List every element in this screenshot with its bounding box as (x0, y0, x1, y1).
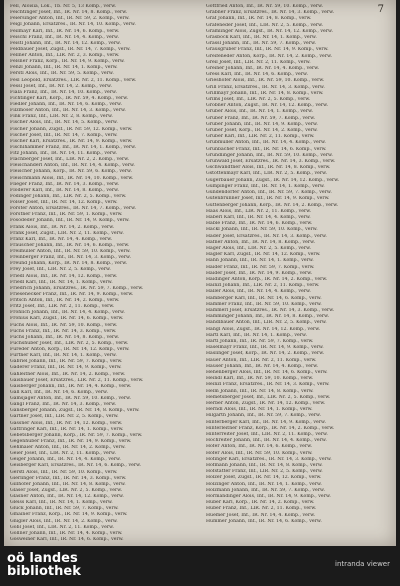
text-line: Haberl Karl, Inf., IR. Nr. 14, 4. Komp., verw. (206, 214, 311, 220)
text-line: Hinterreiter Josef, Inf., LIR. Nr. 2, 11. Komp., verw. (206, 432, 328, 438)
text-line: Grieshofer Alois, Inf., IR. Nr. 59, 10. Komp., verw. (206, 78, 325, 84)
text-line: Gaisberger Johann, Inf., IR. Nr. 14, 4. Komp., verw. (10, 383, 132, 389)
text-line: Grassl Johann, Inf., IR. Nr. 59, 7. Komp., verw. (206, 41, 317, 47)
text-line: Fuchs Johann, Inf., IR. Nr. 14, 8. Komp., verw. (10, 334, 120, 340)
text-line: Frauscher Johann, Inf., IR. Nr. 14, 6. Komp., verw. (10, 242, 130, 248)
text-line: Gaderer Franz, Inf., IR. Nr. 14, 9. Komp., verw. (10, 365, 122, 371)
text-line: Grünwald Josef, Ersatzres., IR. Nr. 14, 3. Komp., verw. (206, 159, 336, 165)
text-line: Fiedler Johann, Inf., IR. Nr. 14, 6. Komp., verw. (10, 102, 122, 107)
text-line: Hehenberger Alois, Inf., IR. Nr. 14, 6. Komp., verw. (206, 369, 328, 375)
text-line: Gassner Alois, Inf., IR. Nr. 14, 12. Komp., verw. (10, 420, 123, 426)
text-line: Födinger Johann, Inf., LIR. Nr. 2, 5. Komp., verw. (10, 193, 127, 199)
text-line: Ferstl Alois, Inf., IR. Nr. 59, 5. Komp., verw. (10, 71, 114, 77)
text-line: Hangl Alois, Zugsf., IR. Nr. 14, 12. Komp., verw. (206, 326, 321, 332)
text-line: Gahleitner Alois, Inf., IR. Nr. 14, 2. Komp., verw. (10, 371, 126, 377)
text-line: Haider Franz, Inf., IR. Nr. 59, 7. Komp., verw. (206, 264, 315, 270)
text-line: Gillhofer Johann, Inf., IR. Nr. 14, 8. Komp., verw. (10, 481, 126, 487)
text-line: Gruber Karl, Inf., LIR. Nr. 2, 11. Komp., verw. (206, 134, 315, 140)
text-line: Holzmann Johann, Inf., IR. Nr. 59, 7. Komp., verw. (206, 487, 326, 493)
text-line: Grausgruber Franz, Inf., IR. Nr. 14, 9. Komp., verw. (206, 47, 329, 53)
text-line: Grill Franz, Ersatzres., IR. Nr. 14, 3. Komp., verw. (206, 84, 325, 90)
text-line: Fuchs Alois, Inf., IR. Nr. 59, 10. Komp., verw. (10, 322, 118, 328)
text-line: Grims Josef, Inf., LIR. Nr. 2, 5. Komp., verw. (206, 97, 311, 103)
text-line: Fink Franz, Inf., LIR. Nr. 2, 8. Komp., verw. (10, 114, 113, 120)
text-line: Frank Josef, Zugsf., LIR. Nr. 2, 11. Komp., verw. (10, 230, 124, 236)
text-line: Gehmaier Anton, Inf., IR. Nr. 14, 2. Komp., verw. (10, 445, 126, 450)
text-line: Geier Josef, Inf., LIR. Nr. 2, 11. Komp., verw. (10, 451, 117, 457)
text-line: Hartl Johann, Inf., IR. Nr. 59, 7. Komp., verw. (206, 338, 314, 344)
text-line: Gabriel Johann, Inf., IR. Nr. 59, 7. Komp., verw. (10, 359, 123, 365)
text-line: Gruber Johann, Inf., IR. Nr. 14, 9. Komp., verw. (206, 121, 318, 127)
text-line: Herber Anton, Zugsf., IR. Nr. 14, 12. Komp., verw. (206, 401, 326, 406)
text-line: Frey Josef, Inf., LIR. Nr. 2, 5. Komp., verw. (10, 267, 111, 273)
text-line: Hinterberger Karl, Inf., IR. Nr. 14, 9. Komp., verw. (206, 419, 326, 425)
text-line: Gottfried Anton, Inf., IR. Nr. 59, 10. Komp., verw. (206, 4, 324, 9)
text-line: Hinterleitner Franz, Korp., IR. Nr. 14, 2. Komp., verw. (206, 425, 335, 431)
text-line: Huemer Josef, Inf., IR. Nr. 14, 4. Komp., verw. (206, 512, 316, 518)
text-line: Glasner Anton, Inf., IR. Nr. 14, 12. Komp., verw. (10, 494, 124, 499)
text-line: Hager Alois, Inf., LIR. Nr. 2, 5. Komp., verw. (206, 245, 312, 251)
text-line: Gramlinger Alois, Zugsf., IR. Nr. 14, 12. Komp., verw. (206, 28, 334, 34)
text-line: Hahn Johann, Inf., IR. Nr. 14, 1. Komp., verw. (206, 258, 314, 264)
text-line: Haslinger Josef, Korp., IR. Nr. 14, 2. Komp., verw. (206, 351, 325, 357)
text-line: Feldbauer Josef, Zugsf., IR. Nr. 14, 7. Komp., verw. (10, 46, 131, 52)
text-line: Flieger Franz, Inf., IR. Nr. 14, 3. Komp., verw. (10, 181, 120, 187)
text-line: Fessl Josef, Inf., IR. Nr. 14, 2. Komp., verw. (10, 83, 112, 89)
text-line: Höfer Anton, Inf., IR. Nr. 14, 6. Komp., verw. (206, 444, 313, 450)
text-line: Hofstätter Franz, Inf., LIR. Nr. 2, 5. Komp., verw. (206, 469, 323, 475)
text-line: Grillmayr Johann, Inf., IR. Nr. 14, 8. Komp., verw. (206, 90, 324, 96)
text-line: Hainzl Johann, Inf., LIR. Nr. 2, 11. Komp., verw. (206, 283, 320, 289)
text-line: Graf Johann, Inf., IR. Nr. 14, 8. Komp., verw. (206, 16, 312, 22)
text-line: Haselmayr Franz, Inf., IR. Nr. 14, 9. Komp., verw. (206, 345, 324, 351)
viewer-brand-label: intranda viewer (335, 560, 390, 568)
text-line: Fronius Karl, Zugsf., IR. Nr. 14, 6. Komp., verw. (10, 316, 124, 322)
text-line: Hader Josef, Ersatzres., IR. Nr. 14, 3. Komp., verw. (206, 233, 327, 239)
text-line: Grabner Franz, Ersatzres., IR. Nr. 14, 3. Komp., verw. (206, 10, 335, 16)
text-line: Grünbacher Franz, Inf., IR. Nr. 14, 6. Komp., verw. (206, 146, 327, 152)
text-line: Friedl Karl, Inf., IR. Nr. 14, 1. Komp., verw. (10, 279, 113, 285)
text-line: Gösweiner Karl, Inf., IR. Nr. 14, 6. Komp., verw. (10, 536, 124, 542)
text-line: Hemetsberger Josef, Inf., LIR. Nr. 2, 5. Komp., verw. (206, 394, 331, 400)
text-line: Fritz Josef, Inf., LIR. Nr. 2, 11. Komp., verw. (10, 304, 115, 310)
viewer-footer (0, 546, 400, 586)
text-line: Fischlhammer Franz, Inf., IR. Nr. 14, 1. Komp., verw. (10, 144, 137, 150)
document-page (4, 0, 396, 546)
text-column-left (6, 2, 196, 544)
text-line: Hagler Karl, Zugsf., IR. Nr. 14, 12. Komp., verw. (206, 252, 321, 258)
logo-line-1: oö landes (7, 551, 78, 566)
text-line: Fleischmann Alois, Inf., IR. Nr. 14, 10. Komp., verw. (10, 175, 134, 181)
text-line: Feiersinger Anton, Inf., IR. Nr. 59, 2. Komp., verw. (10, 16, 130, 22)
text-line: Hochreiter Johann, Inf., IR. Nr. 14, 4. Komp., verw. (206, 438, 327, 444)
text-line: Gröbner Anton, Zugsf., IR. Nr. 14, 12. Komp., verw. (206, 103, 329, 109)
text-line: Haidinger Anton, Korp., IR. Nr. 14, 2. Komp., verw. (206, 276, 328, 282)
text-line: Gleiss Karl, Inf., IR. Nr. 14, 1. Komp., verw. (10, 500, 113, 506)
text-line: Gründlinger Johann, Inf., IR. Nr. 59, 10. Komp., verw. (206, 152, 333, 158)
text-line: Hofmann Johann, Inf., IR. Nr. 14, 8. Komp., verw. (206, 463, 323, 469)
text-line: Grubmüller Anton, Inf., IR. Nr. 14, 4. Komp., verw. (206, 140, 326, 146)
text-line: Gerstl Alois, Inf., IR. Nr. 59, 10. Komp., verw. (10, 469, 118, 475)
text-line: Fichtinger Karl, Korp., IR. Nr. 59, 4. Komp., verw. (10, 95, 129, 101)
text-line: Fitz Johann, Inf., IR. Nr. 14, 11. Komp., verw. (10, 151, 118, 156)
text-line: Hamminger Johann, Inf., IR. Nr. 14, 8. Komp., verw. (206, 314, 330, 320)
text-line: Hörmandinger Alois, Inf., IR. Nr. 14, 9. Komp., verw. (206, 494, 331, 500)
text-line: Gstöttenmayr Karl, Inf., LIR. Nr. 2, 5. Komp., verw. (206, 171, 328, 177)
text-line: Fischer Karl, Ersatzres., IR. Nr. 14, 9. Komp., verw. (10, 138, 133, 144)
text-line: Grafeneder Josef, Inf., LIR. Nr. 2, 5. Komp., verw. (206, 22, 324, 28)
text-line: Fuchs Franz, Inf., IR. Nr. 14, 3. Komp., verw. (10, 328, 117, 334)
text-line: Greil Josef, Inf., LIR. Nr. 2, 11. Komp., verw. (206, 59, 311, 65)
text-line: Guttenberger Johann, Korp., IR. Nr. 14, 2. Komp., verw. (206, 202, 339, 208)
text-line: Fosodeder Johann, Inf., IR. Nr. 14, 9. Komp., verw. (10, 218, 130, 224)
text-line: Gaisbauer Josef, Ersatzres., LIR. Nr. 2, 11. Komp., verw. (10, 377, 144, 383)
text-line: Feistl Johann, Inf., IR. Nr. 14, 12. Komp., verw. (10, 40, 122, 46)
text-line: Gutenbrunner Josef, Inf., IR. Nr. 14, 9. Komp., verw. (206, 196, 330, 202)
text-line: Hauser Johann, Inf., IR. Nr. 14, 4. Komp., verw. (206, 363, 319, 369)
text-line: Gärtner Josef, Inf., LIR. Nr. 2, 5. Komp., verw. (10, 414, 119, 420)
text-line: Furtner Karl, Inf., IR. Nr. 14, 1. Komp., verw. (10, 353, 117, 359)
text-line: Greifeneder Anton, Korp., IR. Nr. 14, 2. Komp., verw. (206, 53, 333, 59)
text-line: Fellner Anton, Inf., LIR. Nr. 2, 3. Komp., verw. (10, 53, 120, 58)
text-line: Gansberger Johann, Zugsf., IR. Nr. 14, 8. Komp., verw. (10, 408, 140, 414)
text-line: Fischer Johann, Zugsf., IR. Nr. 59, 12. Komp., verw. (10, 126, 133, 132)
text-line: Fritsch Anton, Inf., IR. Nr. 14, 2. Komp., verw. (10, 298, 120, 303)
text-line: Freinberger Franz, Inf., IR. Nr. 14, 3. Komp., verw. (10, 255, 131, 261)
text-line: Fleischer Johann, Korp., IR. Nr. 59, 6. Komp., verw. (10, 169, 132, 175)
text-line: Heindl Karl, Inf., IR. Nr. 59, 10. Komp., verw. (206, 376, 314, 382)
text-line: Franz Karl, Inf., IR. Nr. 14, 4. Komp., verw. (10, 236, 113, 242)
text-line: Felsner Franz, Korp., IR. Nr. 14, 9. Komp., verw. (10, 59, 125, 65)
text-line: Gebetsberger Johann, Korp., IR. Nr. 59, 7. Komp., verw. (10, 432, 143, 438)
text-line: Handlbauer Anton, Inf., LIR. Nr. 2, 5. Komp., verw. (206, 320, 327, 326)
text-line: Gundendorfer Anton, Inf., IR. Nr. 59, 7. Komp., verw. (206, 190, 332, 196)
text-line: Fischer Josef, Inf., IR. Nr. 14, 7. Komp., verw. (10, 132, 118, 138)
page-number: 7 (377, 4, 384, 15)
text-line: Feischl Franz, Inf., IR. Nr. 14, 4. Komp., verw. (10, 34, 119, 40)
text-line: Forster Anton, Ersatzres., IR. Nr. 14, 7. Komp., verw. (10, 206, 137, 212)
text-line: Holzinger Anton, Inf., IR. Nr. 14, 1. Komp., verw. (206, 481, 322, 487)
text-line: Helm Johann, Inf., IR. Nr. 14, 8. Komp., verw. (206, 388, 314, 394)
text-line: Holzer Josef, Zugsf., IR. Nr. 14, 12. Komp., verw. (206, 475, 322, 481)
text-line: Gierlinger Franz, Inf., IR. Nr. 14, 3. Komp., verw. (10, 475, 127, 481)
text-line: Feichtinger Josef, Inf., IR. Nr. 14, 8. Komp., verw. (10, 10, 128, 16)
text-line: Freund Johann, Korp., IR. Nr. 14, 8. Komp., verw. (10, 261, 128, 267)
text-line: Hartl Karl, Inf., IR. Nr. 14, 1. Komp., verw. (206, 332, 307, 338)
text-line: Friedrich Johann, Ersatzres., IR. Nr. 59, 7. Komp., verw. (10, 285, 144, 291)
text-line: Fell, Aloisia, Lok., Tb. Nr. 5, 13 Komp., verw. (10, 4, 117, 9)
text-line: Grasböck Karl, Inf., IR. Nr. 14, 1. Komp., verw. (206, 35, 317, 41)
text-line: Geiger Johann, Inf., IR. Nr. 14, 4. Komp., verw. (10, 457, 121, 463)
text-line: Gmainer Franz, Korp., IR. Nr. 14, 9. Komp., verw. (10, 512, 128, 518)
text-line: Haller Alois, Inf., IR. Nr. 14, 4. Komp., verw. (206, 289, 311, 295)
text-line: Fenzl Johann, Inf., IR. Nr. 14, 1. Komp., verw. (10, 65, 118, 71)
text-line: Hauer Anton, Inf., LIR. Nr. 2, 11. Komp., verw. (206, 357, 317, 363)
text-line: Feilmayr Karl, Inf., IR. Nr. 14, 6. Komp., verw. (10, 28, 120, 34)
text-line: Huber Franz, Inf., LIR. Nr. 2, 11. Komp., verw. (206, 506, 317, 512)
text-line: Fölser Josef, Inf., IR. Nr. 14, 12. Komp., verw. (10, 200, 118, 205)
text-line: Gangl Franz, Inf., IR. Nr. 14, 3. Komp., verw. (10, 402, 117, 408)
text-line: Forstner Franz, Inf., IR. Nr. 59, 1. Komp., verw. (10, 212, 123, 218)
text-line: Hammer Franz, Inf., IR. Nr. 59, 10. Komp., verw. (206, 301, 322, 307)
text-line: Feigl Johann, Ersatzres., IR. Nr. 14, 10. Komp., verw. (10, 22, 136, 28)
text-line: Frank Alois, Inf., IR. Nr. 14, 2. Komp., verw. (10, 224, 115, 230)
text-line: Gamsjäger Anton, Inf., IR. Nr. 59, 10. Komp., verw. (10, 396, 132, 401)
text-line: Hammerl Josef, Ersatzres., IR. Nr. 14, 3. Komp., verw. (206, 307, 335, 313)
text-line: Filzmoser Anton, Inf., IR. Nr. 14, 3. Komp., verw. (10, 108, 126, 114)
text-line: Fesl Leopold, Ersatzres., LIR. Nr. 2, 11. Komp., verw. (10, 77, 137, 83)
text-line: Hackl Johann, Inf., IR. Nr. 59, 10. Komp., verw. (206, 227, 318, 233)
text-line: Greiner Johann, Inf., IR. Nr. 14, 4. Komp., verw. (206, 66, 320, 72)
text-line: Gschwandtner Alois, Inf., IR. Nr. 14, 8. Komp., verw. (206, 165, 331, 171)
text-line: Gall Karl, Inf., IR. Nr. 14, 6. Komp., verw. (10, 389, 108, 395)
text-line: Huber Karl, Korp., IR. Nr. 14, 2. Komp., verw. (206, 500, 315, 506)
text-line: Haas Alois, Inf., LIR. Nr. 2, 11. Komp., verw. (206, 208, 312, 214)
text-line: Glück Johann, Inf., IR. Nr. 59, 7. Komp., verw. (10, 506, 119, 512)
text-line: Gruber Franz, Inf., IR. Nr. 59, 7. Komp., verw. (206, 115, 316, 121)
text-line: Flachberger Josef, Inf., LIR. Nr. 2, 2. Komp., verw. (10, 157, 130, 163)
text-line: Fröhlich Johann, Inf., IR. Nr. 14, 4. Komp., verw. (10, 310, 125, 316)
text-line: Gattringer Karl, Inf., IR. Nr. 14, 1. Komp., verw. (10, 426, 124, 432)
text-line: Hamberger Karl, Inf., IR. Nr. 14, 6. Komp., verw. (206, 295, 322, 301)
text-line: Gegenhuber Franz, Inf., IR. Nr. 14, 9. Komp., verw. (10, 438, 132, 444)
text-line: Gruber Alois, Inf., IR. Nr. 14, 1. Komp., verw. (206, 109, 314, 115)
text-line: Gnigler Alois, Inf., IR. Nr. 14, 2. Komp., verw. (10, 518, 118, 524)
text-line: Fuchshuber Josef, Inf., LIR. Nr. 2, 5. Komp., verw. (10, 340, 129, 346)
text-line: Geisberger Karl, Ersatzres., IR. Nr. 14, 6. Komp., verw. (10, 463, 142, 469)
text-line: Friesenecker Franz, Inf., IR. Nr. 14, 9. Komp., verw. (10, 291, 134, 297)
text-line: Heinzl Franz, Ersatzres., IR. Nr. 14, 3. Komp., verw. (206, 382, 330, 388)
text-line: Gollner Johann, Inf., IR. Nr. 14, 4. Komp., verw. (10, 530, 123, 536)
text-line: Gress Karl, Inf., IR. Nr. 14, 6. Komp., verw. (206, 72, 308, 78)
text-column-right (202, 2, 392, 544)
logo-line-2: bibliothek (7, 564, 81, 579)
text-line: Hummer Johann, Inf., IR. Nr. 14, 6. Komp., verw. (206, 518, 322, 524)
text-line: Herndl Alois, Inf., IR. Nr. 14, 1. Komp., verw. (206, 407, 313, 413)
text-line: Fleischanderl Anton, Inf., IR. Nr. 14, 4. Komp., verw. (10, 163, 135, 169)
text-line: Hafner Anton, Inf., IR. Nr. 14, 8. Komp., verw. (206, 239, 316, 245)
text-line: Füreder Anton, Korp., IR. Nr. 14, 12. Komp., verw. (10, 347, 130, 352)
text-line: Friedl Alois, Inf., IR. Nr. 14, 12. Komp., verw. (10, 273, 118, 279)
text-line: Hofer Alois, Inf., IR. Nr. 59, 10. Komp., verw. (206, 450, 313, 456)
text-line: Hable Franz, Inf., IR. Nr. 14, 6. Komp., verw. (206, 221, 313, 227)
text-line: Glaser Josef, Zugsf., LIR. Nr. 2, 5. Komp., verw. (10, 487, 123, 493)
text-line: Hofinger Karl, Ersatzres., IR. Nr. 14, 3. Komp., verw. (206, 456, 332, 462)
library-logo[interactable] (7, 552, 81, 578)
text-line: Fischer Alois, Inf., IR. Nr. 14, 5. Komp., verw. (10, 120, 118, 126)
text-line: Gumpinger Franz, Inf., IR. Nr. 14, 1. Komp., verw. (206, 183, 325, 189)
text-line: Gruber Josef, Korp., IR. Nr. 14, 2. Komp., verw. (206, 128, 318, 134)
text-line: Göbl Josef, Inf., LIR. Nr. 2, 11. Komp., verw. (10, 524, 115, 530)
text-line: Freimüller Anton, Inf., IR. Nr. 59, 10. Komp., verw. (10, 249, 131, 254)
text-line: Haider Josef, Inf., IR. Nr. 14, 9. Komp., verw. (206, 270, 313, 276)
text-line: Floderer Karl, Inf., IR. Nr. 14, 8. Komp., verw. (10, 187, 120, 193)
text-line: Gugerbauer Johann, Zugsf., IR. Nr. 14, 12. Komp., verw. (206, 177, 340, 183)
text-line: Hilgarth Johann, Inf., IR. Nr. 59, 7. Komp., verw. (206, 413, 321, 419)
text-line: Fiala Franz, Inf., IR. Nr. 14, 10. Komp., verw. (10, 89, 117, 95)
